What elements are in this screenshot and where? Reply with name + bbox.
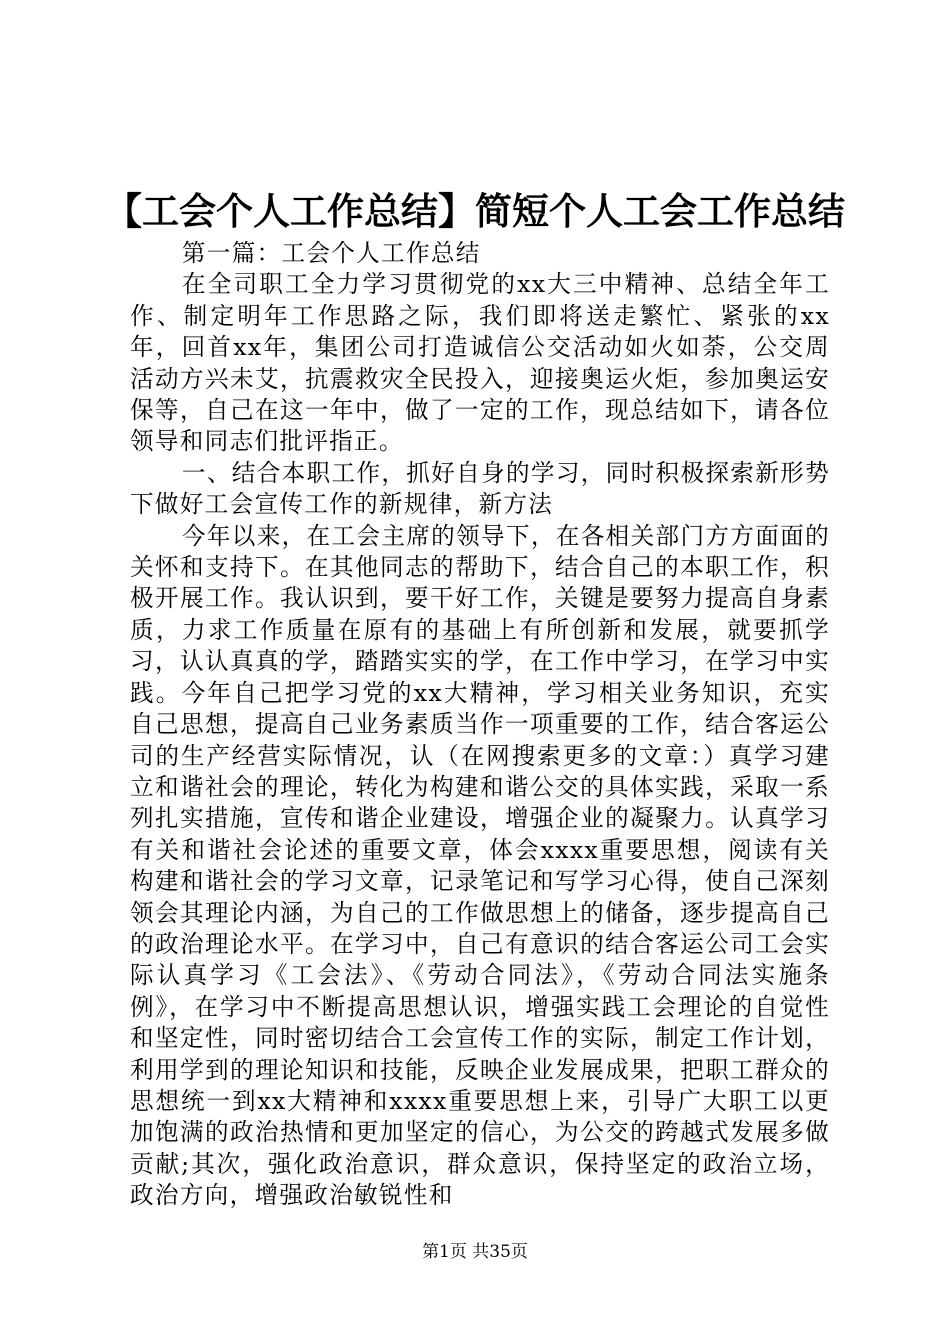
body-paragraph: 在全司职工全力学习贯彻党的xx大三中精神、总结全年工作、制定明年工作思路之际，我们即将送走繁忙、紧张的xx年，回首xx年，集团公司打造诚信公交活动如火如荼，公交周活动方兴未艾，抗震救灾全民投入，迎接奥运火炬，参加奥运安保等，自己在这一年中，做了一定的工作，现总结如下，请各位领导和同志们批评指正。 bbox=[130, 270, 830, 456]
subsection-heading: 一、结合本职工作，抓好自身的学习，同时积极探索新形势下做好工会宣传工作的新规律，新方法 bbox=[130, 458, 830, 519]
document-body bbox=[130, 238, 830, 1212]
body-paragraph: 今年以来，在工会主席的领导下，在各相关部门方方面面的关怀和支持下。在其他同志的帮助下，结合自己的本职工作，积极开展工作。我认识到，要干好工作，关键是要努力提高自身素质，力求工作质量在原有的基础上有所创新和发展，就要抓学习，认认真真的学，踏踏实实的学，在工作中学习，在学习中实践。今年自己把学习党的xx大精神，学习相关业务知识，充实自己思想，提高自己业务素质当作一项重要的工作，结合客运公司的生产经营实际情况，认（在网搜索更多的文章：）真学习建立和谐社会的理论，转化为构建和谐公交的具体实践，采取一系列扎实措施，宣传和谐企业建设，增强企业的凝聚力。认真学习有关和谐社会论述的重要文章，体会xxxx重要思想，阅读有关构建和谐社会的学习文章，记录笔记和写学习心得，使自己深刻领会其理论内涵，为自己的工作做思想上的储备，逐步提高自己的政治理论水平。在学习中，自己有意识的结合客运公司工会实际认真学习《工会法》、《劳动合同法》，《劳动合同法实施条例》，在学习中不断提高思想认识，增强实践工会理论的自觉性和坚定性，同时密切结合工会宣传工作的实际，制定工作计划，利用学到的理论知识和技能，反映企业发展成果，把职工群众的思想统一到xx大精神和xxxx重要思想上来，引导广大职工以更加饱满的政治热情和更加坚定的信心，为公交的跨越式发展多做贡献;其次，强化政治意识，群众意识，保持坚定的政治立场，政治方向，增强政治敏锐性和 bbox=[130, 521, 830, 1210]
section-heading: 第一篇：工会个人工作总结 bbox=[181, 239, 481, 267]
page-number-footer: 第1页 共35页 bbox=[422, 1242, 528, 1262]
document-title: 【工会个人工作总结】简短个人工会工作总结 bbox=[105, 189, 845, 233]
